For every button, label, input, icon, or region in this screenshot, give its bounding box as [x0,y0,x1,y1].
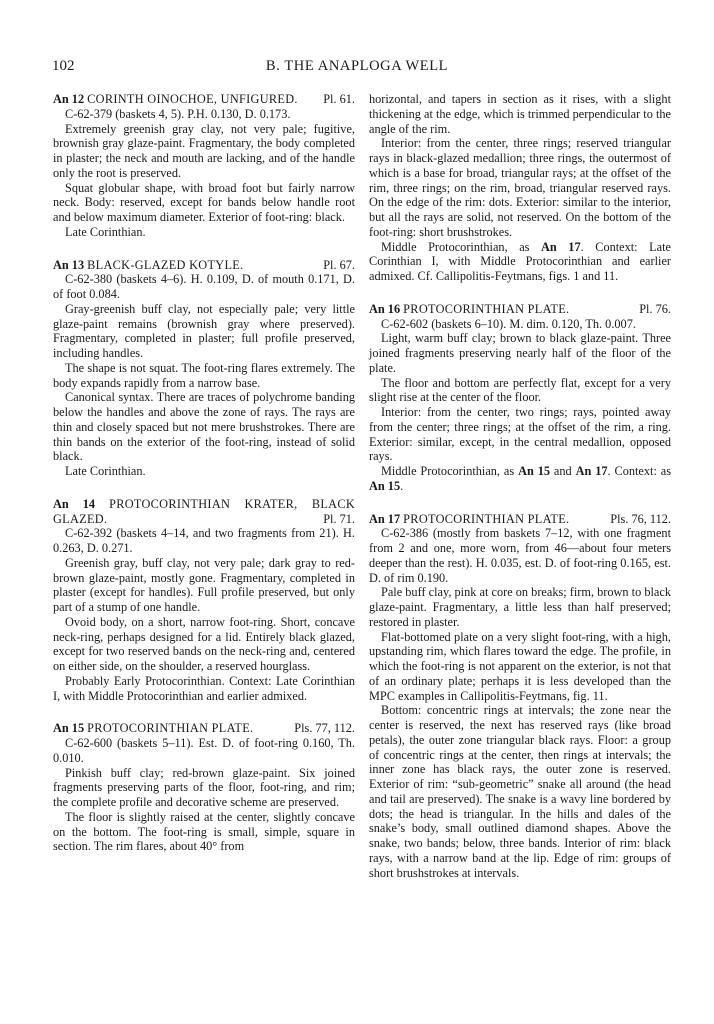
right-column [369,92,671,898]
paragraph: The floor and bottom are perfectly flat, except for a very slight rise at the center of the floor. [369,375,671,405]
paragraph: Bottom: concentric rings at intervals; the zone near the center is reserved, the next has reserved rays (like broad petals), the outer zone triangular black rays. Floor: a group of concentric rings at the center, then rings at intervals; the inner zone has black rays, the outer zone is reserved. Exterior of rim: “sub-geometric” snake all around (the head and tail are preserved). The snake is a wavy line bordered by dots; the head is triangular. In the hills and dales of the snake’s body, small outlined diamond shapes. Above the snake, two bands; below, three bands. Interior of rim: black rays, with a narrow band at the lip. Edge of rim: groups of short brushstrokes at intervals. [369,703,671,880]
entry-heading [53,497,355,527]
paragraph: Extremely greenish gray clay, not very pale; fugitive, brownish gray glaze-paint. Fragmentary, the body completed in plaster; the neck and mouth are lacking, and of the handle only the root is preserved. [53,121,355,180]
paragraph: Ovoid body, on a short, narrow foot-ring. Short, concave neck-ring, perhaps designed for a lid. Entirely black glazed, except for two reserved bands on the neck-ring and, centered on either side, on the shoulder, a reserved hourglass. [53,614,355,673]
entry-id: An 15 [53,721,85,736]
paragraph: Canonical syntax. There are traces of polychrome banding below the handles and above the zone of rays. The rays are thin and closely spaced but not mere brushstrokes. There are thin bands on the exterior of the foot-ring, instead of solid black. [53,390,355,464]
plate-ref: Pls. 76, 112. [610,511,671,526]
paragraph: The floor is slightly raised at the center, slightly concave on the bottom. The foot-ring is small, simple, square in section. The rim flares, about 40° from [53,809,355,854]
paragraph: Probably Early Protocorinthian. Context: Late Corinthian I, with Middle Protocorinthian and earlier admixed. [53,673,355,703]
entry-title: PROTOCORINTHIAN PLATE. [403,301,570,316]
plate-ref: Pls. 77, 112. [294,721,355,736]
entry-id: An 16 [369,301,401,316]
paragraph: Flat-bottomed plate on a very slight foot-ring, with a high, upstanding rim, which flares toward the edge. The profile, in which the foot-ring is not apparent on the exterior, is not that of an ordinary plate; perhaps it is less developed than the MPC examples in Callipolitis-Feytmans, fig. 11. [369,629,671,703]
paragraph: C-62-386 (mostly from baskets 7–12, with one fragment from 2 and one, more worn, from 46—about four meters deeper than the rest). H. 0.035, est. D. of foot-ring 0.165, est. D. of rim 0.190. [369,526,671,585]
paragraph: Pinkish buff clay; red-brown glaze-paint. Six joined fragments preserving parts of the floor, foot-ring, and rim; the complete profile and decorative scheme are preserved. [53,765,355,809]
running-head: B. THE ANAPLOGA WELL [265,58,449,74]
page-number: 102 [52,58,75,74]
entry-id: An 17 [369,511,401,526]
entry-heading [53,721,355,736]
entry-an16 [369,302,671,494]
paragraph: Pale buff clay, pink at core on breaks; firm, brown to black glaze-paint. Fragmentary, a little less than half preserved; restored in plaster. [369,585,671,629]
paragraph: Late Corinthian. [65,464,146,478]
plate-ref: Pl. 61. [323,92,355,106]
entry-id: An 13 [53,257,85,272]
paragraph: C-62-380 (baskets 4–6). H. 0.109, D. of mouth 0.171, D. of foot 0.084. [53,272,355,301]
entry-id: An 12 [53,92,85,106]
paragraph: Interior: from the center, three rings; reserved triangular rays in black-glazed medallion; three rings, the outermost of which is a base for broad, triangular rays; at the offset of the rim, three rings; on the rim, broad, triangular reserved rays. On the edge of the rim: dots. Exterior: similar to the interior, but all the rays are solid, not reserved. On the bottom of the foot-ring: short brushstrokes. [369,136,671,239]
paragraph: The shape is not squat. The foot-ring flares extremely. The body expands rapidly from a narrow base. [53,360,355,390]
paragraph: Gray-greenish buff clay, not especially pale; very little glaze-paint remains (brownish gray where preserved). Fragmentary, completed in plaster; full profile preserved, including handles. [53,301,355,360]
paragraph: C-62-392 (baskets 4–14, and two fragments from 21). H. 0.263, D. 0.271. [53,526,355,555]
page-header [52,58,662,78]
left-column [53,92,355,872]
plate-ref: Pl. 76. [639,301,671,316]
entry-an17 [369,512,671,881]
entry-an14 [53,497,355,704]
paragraph: Late Corinthian. [65,224,146,239]
entry-an15-continued [369,92,671,284]
paragraph: C-62-600 (baskets 5–11). Est. D. of foot-ring 0.160, Th. 0.010. [53,736,355,765]
entry-an12 [53,92,355,240]
paragraph: Middle Protocorinthian, as An 17. Context: Late Corinthian I, with Middle Protocorinthian and earlier admixed. Cf. Callipolitis-Feytmans, figs. 1 and 11. [369,239,671,283]
entry-title: BLACK-GLAZED KOTYLE. [87,257,244,272]
entry-id: An 14 [53,496,96,511]
entry-an13 [53,258,355,479]
entry-heading [369,302,671,317]
entry-title: CORINTH OINOCHOE, UNFIGURED. [87,92,298,106]
entry-heading [53,92,355,107]
entry-title: PROTOCORINTHIAN PLATE. [403,511,570,526]
plate-ref: Pl. 71. [323,511,355,526]
paragraph: Interior: from the center, two rings; rays, pointed away from the center; three rings; at the offset of the rim, a ring. Exterior: similar, except, in the central medallion, opposed rays. [369,405,671,464]
paragraph: C-62-602 (baskets 6–10). M. dim. 0.120, Th. 0.007. [381,316,636,331]
paragraph: Greenish gray, buff clay, not very pale; dark gray to red-brown glaze-paint, mostly gone. Fragmentary, completed in plaster (except for handles). Full profile preserved, but only part of a stump of one handle. [53,555,355,614]
entry-heading [53,258,355,273]
entry-title: PROTOCORINTHIAN PLATE. [87,721,254,736]
paragraph: Light, warm buff clay; brown to black glaze-paint. Three joined fragments preserving nearly half of the floor of the plate. [369,331,671,375]
entry-heading [369,512,671,527]
plate-ref: Pl. 67. [323,257,355,272]
paragraph: horizontal, and tapers in section as it rises, with a slight thickening at the edge, which is trimmed perpendicular to the angle of the rim. [369,92,671,136]
paragraph: Squat globular shape, with broad foot but fairly narrow neck. Body: reserved, except for bands below handle root and below maximum diameter. Exterior of foot-ring: black. [53,180,355,224]
paragraph: Middle Protocorinthian, as An 15 and An 17. Context: as An 15. [369,464,672,493]
entry-an15 [53,721,355,854]
paragraph: C-62-379 (baskets 4, 5). P.H. 0.130, D. 0.173. [65,106,291,121]
entry-title: PROTOCORINTHIAN KRATER, BLACK GLAZED. [53,496,355,526]
